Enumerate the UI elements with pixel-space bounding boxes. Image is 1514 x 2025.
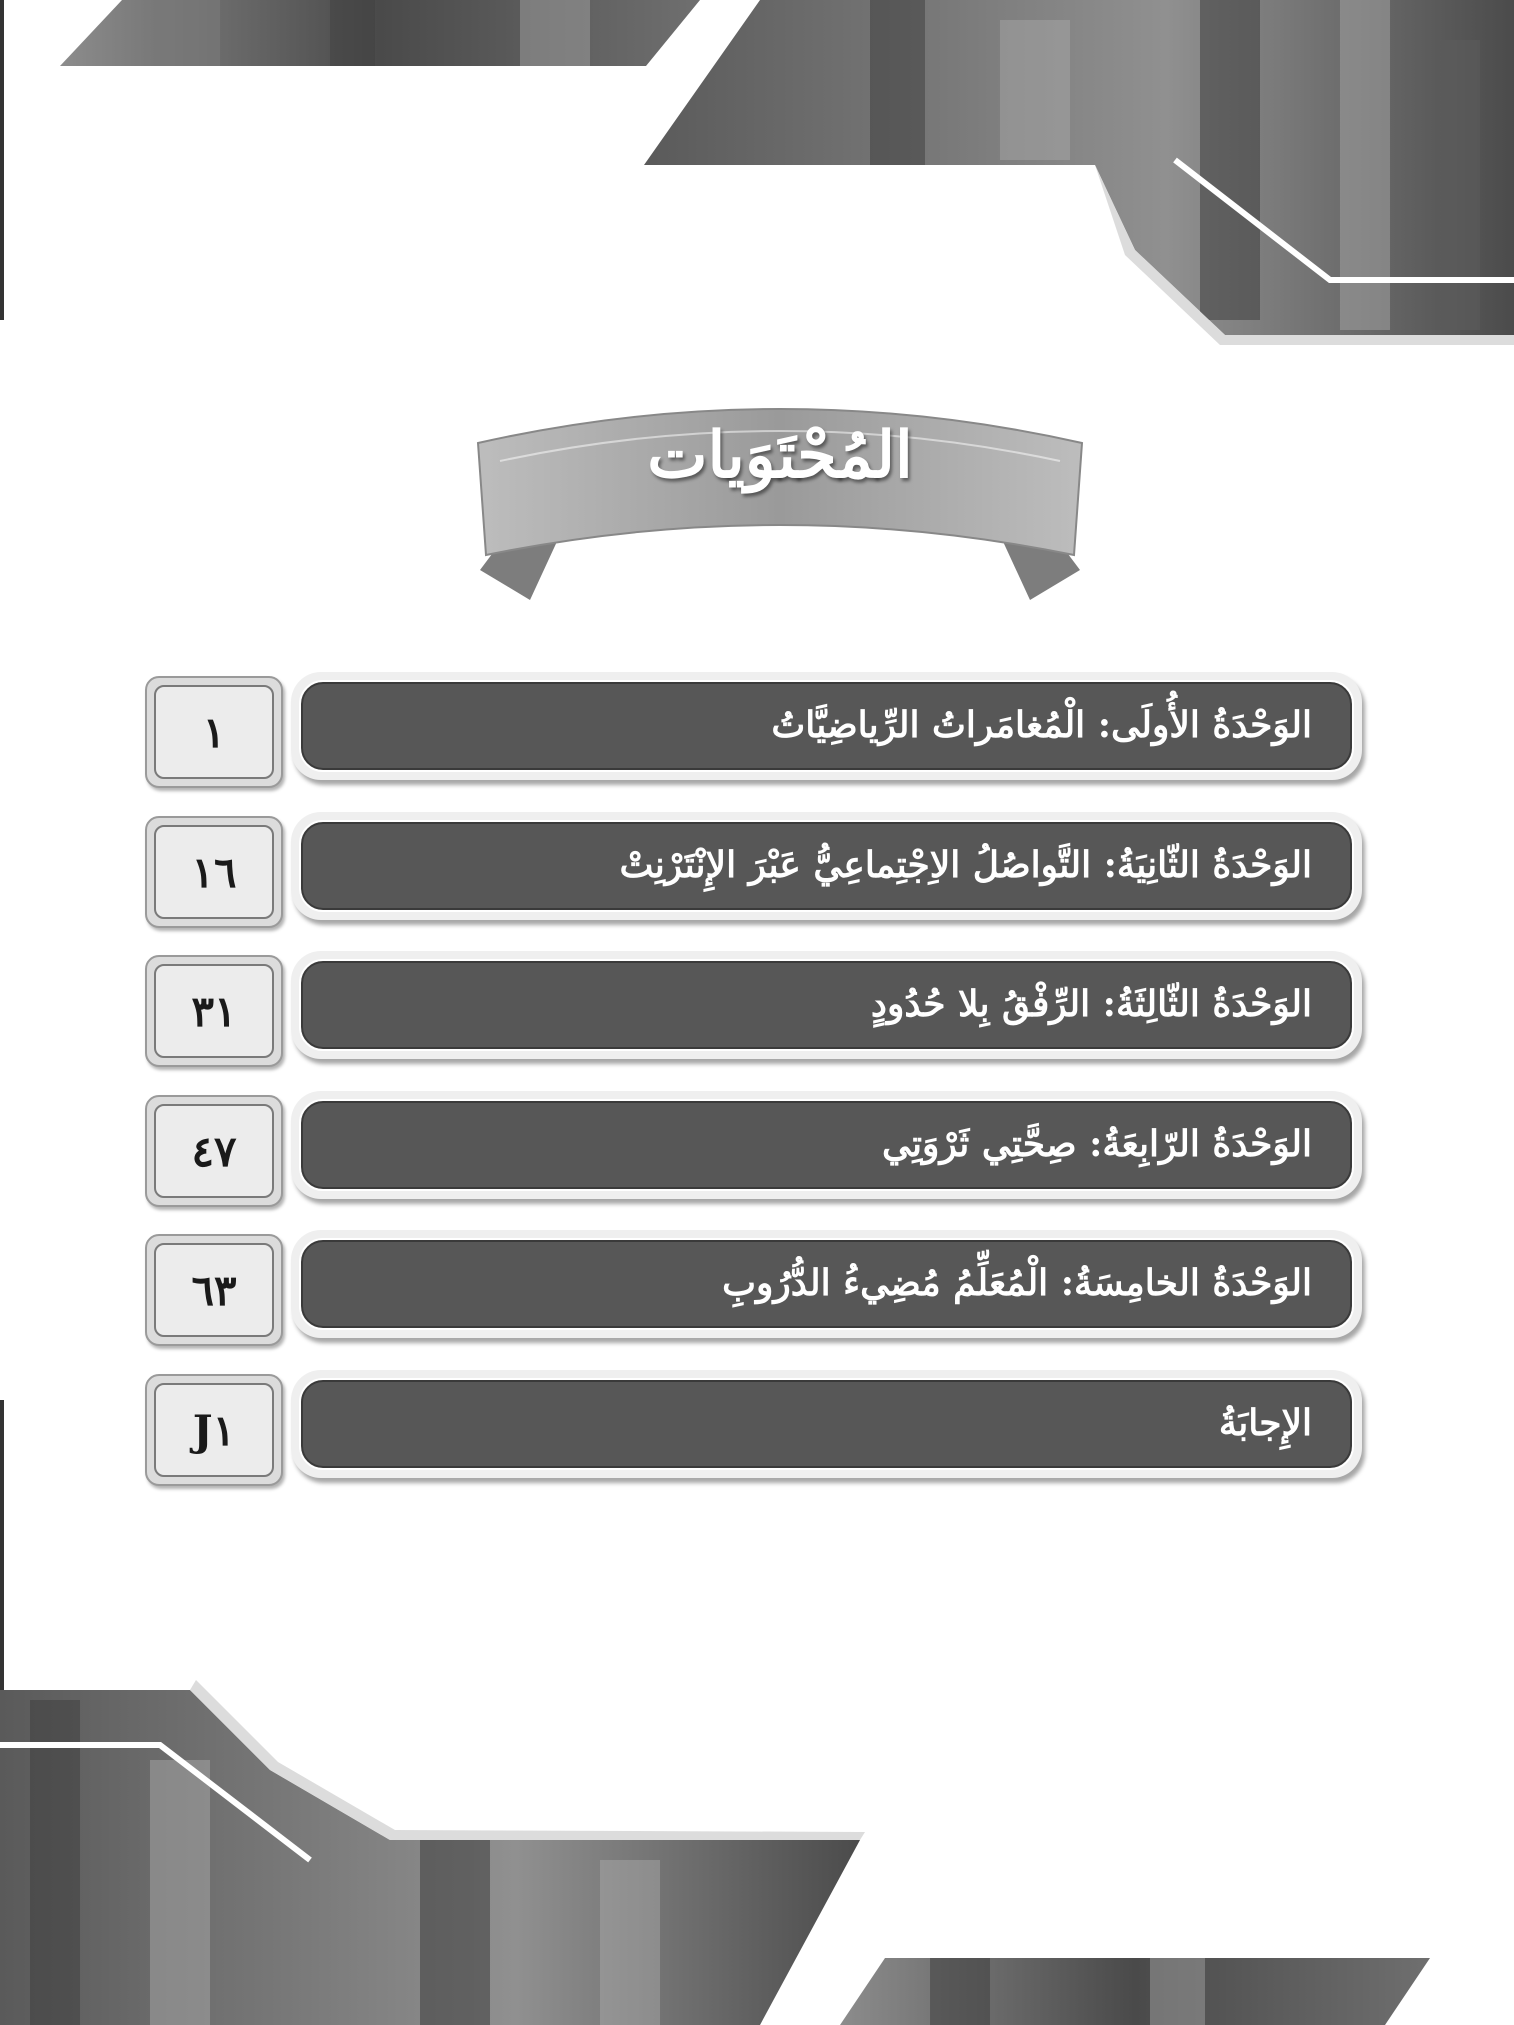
page-number: ٤٧ xyxy=(154,1104,274,1198)
toc-entry-pill[interactable] xyxy=(291,1370,1362,1478)
page-number-box xyxy=(145,1374,283,1486)
toc-row[interactable] xyxy=(0,672,1514,790)
toc-entry-label: الوَحْدَةُ الثّالِثَةُ: الرِّفْقُ بِلا حُدُودٍ xyxy=(870,983,1312,1025)
toc-entry-background xyxy=(299,820,1354,912)
toc-entry-background xyxy=(299,680,1354,772)
toc-entry-background xyxy=(299,1238,1354,1330)
toc-entry-pill[interactable] xyxy=(291,1091,1362,1199)
page-title: المُحْتَوَيات xyxy=(647,418,913,493)
page-number-box xyxy=(145,676,283,788)
toc-entry-background xyxy=(299,1099,1354,1191)
page-number: ١٦ xyxy=(154,825,274,919)
page-number: ١ xyxy=(154,685,274,779)
toc-entry-label: الوَحْدَةُ الرّابِعَةُ: صِحَّتِي ثَرْوَتِي xyxy=(882,1123,1312,1165)
toc-entry-label: الوَحْدَةُ الثّانِيَةُ: التَّواصُلُ الاِجْتِماعِيُّ عَبْرَ الإِنْتَرْنِتْ xyxy=(619,844,1312,886)
page-number: ٦٣ xyxy=(154,1243,274,1337)
toc-row[interactable] xyxy=(0,951,1514,1069)
toc-entry-label: الوَحْدَةُ الأُولَى: الْمُغامَراتُ الرِّياضِيَّاتُ xyxy=(771,704,1312,746)
toc-entry-background xyxy=(299,1378,1354,1470)
toc-row[interactable] xyxy=(0,1370,1514,1488)
page-number-box xyxy=(145,955,283,1067)
toc-entry-label: الإِجابَةُ xyxy=(1218,1402,1312,1444)
page-number-box xyxy=(145,1234,283,1346)
page-number: ٣١ xyxy=(154,964,274,1058)
toc-row[interactable] xyxy=(0,1091,1514,1209)
toc-entry-background xyxy=(299,959,1354,1051)
toc-entry-pill[interactable] xyxy=(291,951,1362,1059)
toc-entry-pill[interactable] xyxy=(291,1230,1362,1338)
toc-row[interactable] xyxy=(0,812,1514,930)
toc-entry-label: الوَحْدَةُ الخامِسَةُ: الْمُعَلِّمُ مُضِيءُ الدُّرُوبِ xyxy=(722,1262,1312,1304)
page-number: J١ xyxy=(154,1383,274,1477)
page-number-box xyxy=(145,1095,283,1207)
toc-row[interactable] xyxy=(0,1230,1514,1348)
toc-entry-pill[interactable] xyxy=(291,672,1362,780)
page-number-box xyxy=(145,816,283,928)
toc-entry-pill[interactable] xyxy=(291,812,1362,920)
